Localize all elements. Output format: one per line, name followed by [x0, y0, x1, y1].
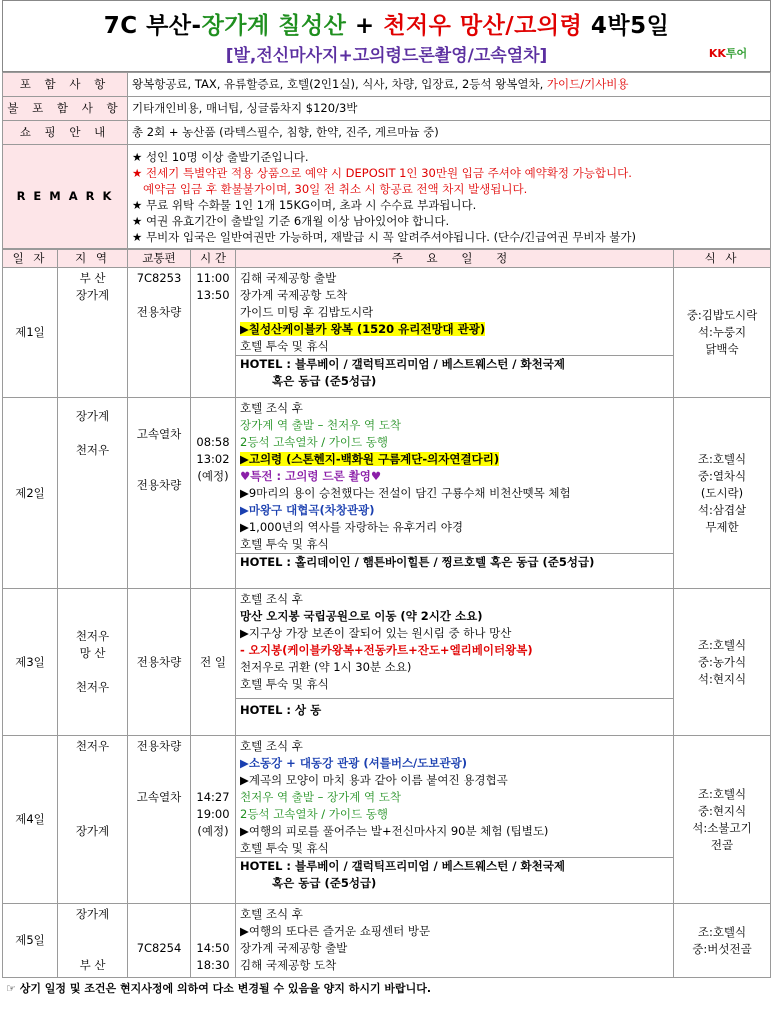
- schedule-line: 김해 국제공항 도착: [240, 958, 337, 972]
- schedule-line: 호텔 투숙 및 휴식: [240, 537, 329, 551]
- region-line: 천저우: [75, 629, 110, 643]
- day-schedule: [236, 268, 674, 398]
- region-line: [62, 923, 123, 940]
- schedule-line: 호텔 조식 후: [240, 907, 303, 921]
- day-region: [58, 398, 128, 589]
- transport-line: 전용차량: [136, 305, 182, 319]
- remark-item: ★ 여권 유효기간이 출발일 기준 6개월 이상 남아있어야 합니다.: [132, 213, 450, 228]
- meal-line: 조:호텔식: [697, 637, 747, 652]
- col-time: 시 간: [191, 250, 236, 268]
- shopping-value: 총 2회 + 농산품 (라텍스필수, 침향, 한약, 진주, 게르마늄 중): [128, 121, 771, 145]
- include-red-text: 가이드/기사비용: [546, 77, 629, 91]
- remark-item: ★ 무비자 입국은 일반여권만 가능하며, 재발급 시 꼭 알려주셔야됩니다. (단수/긴급여권 무비자 불가): [132, 229, 636, 244]
- day-label: 제4일: [3, 736, 58, 904]
- title-part-2: 장가계 칠성산: [201, 13, 347, 39]
- exclude-value: 기타개인비용, 매너팁, 싱글룸차지 $120/3박: [128, 97, 771, 121]
- schedule-line: - 오지봉(케이블카왕복+전동카트+잔도+엘리베이터왕복): [240, 643, 533, 657]
- footer-note: ☞ 상기 일정 및 조건은 현지사정에 의하여 다소 변경될 수 있음을 양지 하시기 바랍니다.: [6, 982, 432, 995]
- meal-line: 중:열차식: [697, 468, 747, 483]
- day-schedule: [236, 736, 674, 904]
- schedule-line: 호텔 투숙 및 휴식: [240, 841, 329, 855]
- transport-line: 7C8254: [136, 941, 182, 955]
- day-transport: 전용차량: [128, 589, 191, 736]
- day-meal: [674, 398, 771, 589]
- day-region: [58, 589, 128, 736]
- remark-label: R E M A R K: [3, 145, 128, 249]
- brand-logo: [706, 45, 750, 63]
- time-line: 13:02: [196, 452, 230, 466]
- day-meal: [674, 589, 771, 736]
- schedule-line: 호텔 투숙 및 휴식: [240, 339, 329, 353]
- col-meal: 식 사: [674, 250, 771, 268]
- transport-line: [132, 906, 186, 923]
- region-line: [62, 806, 123, 823]
- transport-line: 고속열차: [136, 427, 182, 441]
- transport-line: [132, 772, 186, 789]
- info-table: [2, 72, 771, 249]
- region-line: 천저우: [75, 739, 110, 753]
- include-label: 포 함 사 항: [3, 73, 128, 97]
- schedule-line: ▶계곡의 모양이 마치 용과 같아 이름 붙여진 용경협곡: [240, 773, 508, 787]
- hotel-line: HOTEL : 홀리데이인 / 햄튼바이힐튼 / 찡르호텔 혹은 동급 (준5성급): [240, 555, 595, 569]
- meal-line: 무제한: [705, 519, 739, 534]
- schedule-line: 김해 국제공항 출발: [240, 271, 337, 285]
- hotel-info: [236, 355, 673, 390]
- meal-line: 전골: [710, 837, 734, 852]
- region-line: 망 산: [79, 646, 106, 660]
- hotel-info: [236, 857, 673, 892]
- day-row: [3, 268, 771, 398]
- schedule-line: ♥특전 : 고의령 드론 촬영♥: [240, 469, 382, 483]
- schedule-line: 호텔 조식 후: [240, 401, 303, 415]
- highlight-text: ▶고의령 (스톤헨지-백화원 구름계단-의자연결다리): [240, 452, 500, 466]
- day-label: 제1일: [3, 268, 58, 398]
- day-meal: [674, 268, 771, 398]
- meal-line: 중:농가식: [697, 654, 747, 669]
- day-region: [58, 904, 128, 978]
- time-line: 18:30: [196, 958, 230, 972]
- day-meal: [674, 736, 771, 904]
- schedule-line: ▶여행의 또다른 즐거운 쇼핑센터 방문: [240, 924, 431, 938]
- schedule-line: 망산 오지봉 국립공원으로 이동 (약 2시간 소요): [240, 609, 483, 623]
- page-subtitle: [발,전신마사지+고의령드론촬영/고속열차]: [225, 46, 548, 66]
- title-header: [2, 0, 771, 72]
- day-row: [3, 736, 771, 904]
- hotel-info: [236, 553, 673, 571]
- shopping-label: 쇼 핑 안 내: [3, 121, 128, 145]
- transport-line: [132, 755, 186, 772]
- schedule-line: 가이드 미팅 후 김밥도시락: [240, 305, 374, 319]
- region-line: [62, 662, 123, 679]
- day-schedule: [236, 398, 674, 589]
- day-region: [58, 736, 128, 904]
- day-row: [3, 398, 771, 589]
- time-line: 13:50: [196, 288, 230, 302]
- page-title: [3, 7, 770, 40]
- day-transport: [128, 398, 191, 589]
- meal-line: 조:호텔식: [697, 786, 747, 801]
- remark-item: 예약금 입금 후 환불불가이며, 30일 전 취소 시 항공료 전액 차지 발생됩니다.: [132, 181, 528, 196]
- col-region: 지 역: [58, 250, 128, 268]
- day-time: [191, 736, 236, 904]
- transport-line: 전용차량: [136, 739, 182, 753]
- schedule-line: [240, 321, 669, 338]
- meal-line: 조:호텔식: [697, 451, 747, 466]
- schedule-line: 천저우 역 출발 – 장가계 역 도착: [240, 790, 401, 804]
- region-line: 천저우: [75, 443, 110, 457]
- transport-line: 전용차량: [136, 478, 182, 492]
- itinerary-page: [2, 0, 771, 998]
- hotel-line: HOTEL : 블루베이 / 갤럭틱프리미엄 / 베스트웨스턴 / 화천국제: [240, 859, 565, 873]
- logo-text-b: 투어: [725, 47, 748, 60]
- day-label: 제2일: [3, 398, 58, 589]
- day-schedule: [236, 904, 674, 978]
- schedule-line: ▶마왕구 대협곡(차창관광): [240, 503, 375, 517]
- schedule-line: 장가계 국제공항 도착: [240, 288, 348, 302]
- meal-line: 석:누룽지: [697, 325, 747, 339]
- transport-line: [132, 460, 186, 477]
- time-line: 19:00: [196, 807, 230, 821]
- hotel-line: 혹은 동급 (준5성급): [240, 876, 377, 890]
- day-time: 전 일: [191, 589, 236, 736]
- day-time: [191, 904, 236, 978]
- region-line: [62, 755, 123, 772]
- hotel-info: [236, 698, 673, 721]
- time-line: 08:58: [196, 435, 230, 449]
- region-line: 부 산: [79, 271, 106, 285]
- schedule-line: [240, 451, 669, 468]
- meal-line: 석:소불고기: [692, 820, 752, 835]
- remark-item: ★ 무료 위탁 수화물 1인 1개 15KG이며, 초과 시 수수료 부과됩니다.: [132, 197, 477, 212]
- col-day: 일 자: [3, 250, 58, 268]
- remark-item: ★ 성인 10명 이상 출발기준입니다.: [132, 149, 309, 164]
- meal-line: 중:현지식: [697, 803, 747, 818]
- meal-line: 닭백숙: [705, 342, 739, 356]
- region-line: [62, 425, 123, 442]
- schedule-line: ▶1,000년의 역사를 자랑하는 유후거리 야경: [240, 520, 464, 534]
- region-line: 장가계: [75, 907, 110, 921]
- transport-line: [132, 923, 186, 940]
- hotel-line: 혹은 동급 (준5성급): [240, 374, 377, 388]
- day-time: [191, 398, 236, 589]
- title-part-5: 4박5일: [582, 13, 670, 39]
- transport-line: 7C8253: [136, 271, 182, 285]
- schedule-table: [2, 249, 771, 978]
- schedule-line: ▶여행의 피로를 풀어주는 발+전신마사지 90분 체험 (팁별도): [240, 824, 549, 838]
- time-line: 11:00: [196, 271, 230, 285]
- region-line: 천저우: [75, 680, 110, 694]
- col-transport: 교통편: [128, 250, 191, 268]
- schedule-line: 장가계 국제공항 출발: [240, 941, 348, 955]
- time-line: (예정): [197, 824, 229, 838]
- day-time: [191, 268, 236, 398]
- day-label: 제3일: [3, 589, 58, 736]
- day-row: [3, 589, 771, 736]
- schedule-line: 2등석 고속열차 / 가이드 동행: [240, 435, 389, 449]
- schedule-line: ▶지구상 가장 보존이 잘되어 있는 원시림 중 하나 망산: [240, 626, 512, 640]
- title-part-3: +: [346, 13, 384, 39]
- schedule-line: 천저우로 귀환 (약 1시 30분 소요): [240, 660, 412, 674]
- exclude-label: 불 포 함 사 항: [3, 97, 128, 121]
- region-line: 장가계: [75, 288, 110, 302]
- transport-line: [132, 443, 186, 460]
- col-schedule: 주 요 일 정: [236, 250, 674, 268]
- schedule-line: 호텔 조식 후: [240, 592, 303, 606]
- schedule-line: 호텔 조식 후: [240, 739, 303, 753]
- schedule-line: 2등석 고속열차 / 가이드 동행: [240, 807, 389, 821]
- region-line: 장가계: [75, 824, 110, 838]
- hotel-line: HOTEL : 상 동: [240, 703, 322, 717]
- day-region: [58, 268, 128, 398]
- logo-text-a: KK: [708, 47, 726, 60]
- region-line: 부 산: [79, 958, 106, 972]
- highlight-text: ▶칠성산케이블카 왕복 (1520 유리전망대 관광): [240, 322, 486, 336]
- hotel-line: HOTEL : 블루베이 / 갤럭틱프리미엄 / 베스트웨스턴 / 화천국제: [240, 357, 565, 371]
- meal-line: 중:버섯전골: [692, 941, 752, 956]
- title-part-4: 천저우 망산/고의령: [383, 13, 583, 39]
- meal-line: 조:호텔식: [697, 924, 747, 939]
- include-value: [128, 73, 771, 97]
- day-transport: [128, 268, 191, 398]
- title-part-1: 7C 부산-: [103, 13, 202, 39]
- schedule-line: ▶소동강 + 대동강 관광 (셔틀버스/도보관광): [240, 756, 467, 770]
- region-line: [62, 772, 123, 789]
- schedule-header-row: [3, 250, 771, 268]
- region-line: 장가계: [75, 409, 110, 423]
- schedule-line: 호텔 투숙 및 휴식: [240, 677, 329, 691]
- time-line: 14:50: [196, 941, 230, 955]
- transport-line: 고속열차: [136, 790, 182, 804]
- transport-line: [132, 287, 186, 304]
- day-label: 제5일: [3, 904, 58, 978]
- time-line: (예정): [197, 469, 229, 483]
- meal-line: 석:삼겹살: [697, 502, 747, 517]
- remark-item: ★ 전세기 특별약관 적용 상품으로 예약 시 DEPOSIT 1인 30만원 입금 주셔야 예약확정 가능합니다.: [132, 165, 632, 180]
- region-line: [62, 789, 123, 806]
- remark-list: [128, 145, 771, 249]
- schedule-line: ▶9마리의 용이 승천했다는 전설이 담긴 구룡수채 비천산뗏목 체험: [240, 486, 571, 500]
- meal-line: 석:현지식: [697, 671, 747, 686]
- day-schedule: [236, 589, 674, 736]
- day-meal: [674, 904, 771, 978]
- day-transport: [128, 736, 191, 904]
- schedule-line: 장가계 역 출발 – 천저우 역 도착: [240, 418, 401, 432]
- time-line: 14:27: [196, 790, 230, 804]
- meal-line: 중:김밥도시락: [686, 308, 758, 322]
- include-text: 왕복항공료, TAX, 유류할증료, 호텔(2인1실), 식사, 차량, 입장료, 2등석 왕복열차,: [132, 77, 547, 91]
- region-line: [62, 940, 123, 957]
- day-transport: [128, 904, 191, 978]
- meal-line: (도시락): [700, 485, 744, 500]
- day-row: [3, 904, 771, 978]
